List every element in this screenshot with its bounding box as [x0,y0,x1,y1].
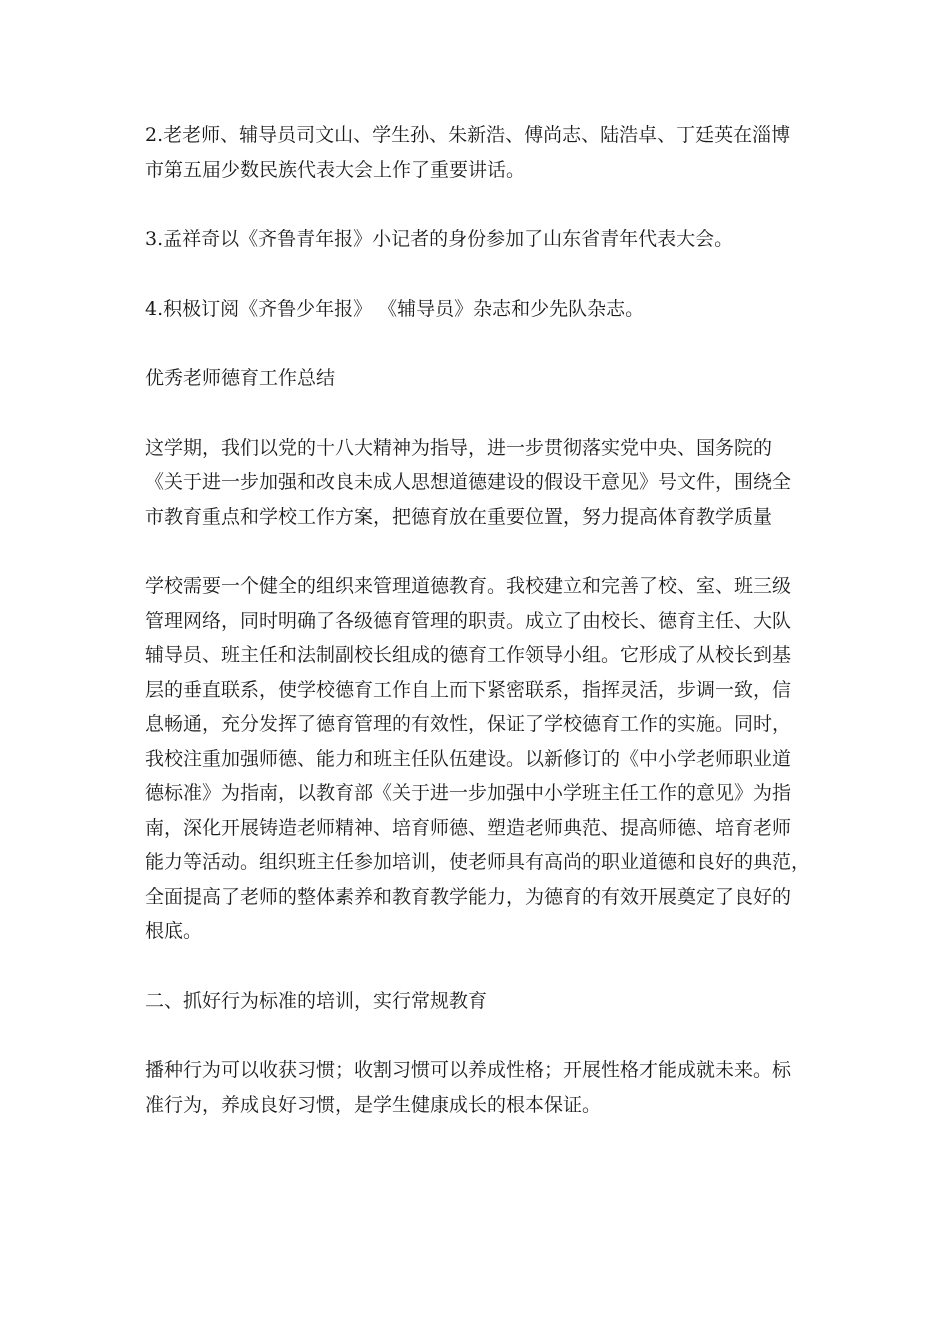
paragraph-item-3 [145,222,810,257]
text-line: 全面提高了老师的整体素养和教育教学能力，为德育的有效开展奠定了良好的 [145,885,792,908]
text-line: 辅导员、班主任和法制副校长组成的德育工作领导小组。它形成了从校长到基 [145,644,792,666]
text-line: 市第五届少数民族代表大会上作了重要讲话。 [145,158,526,181]
text-line: 根底。 [145,920,203,942]
behavior-paragraph [145,1053,810,1122]
text-line: 我校注重加强师德、能力和班主任队伍建设。以新修订的《中小学老师职业道 [145,747,792,770]
text-line: 南，深化开展铸造老师精神、培育师德、塑造老师典范、提高师德、培育老师 [145,816,792,839]
intro-paragraph [145,431,810,535]
text-line: 管理网络，同时明确了各级德育管理的职责。成立了由校长、德育主任、大队 [145,609,792,632]
text-line: 德标准》为指南，以教育部《关于进一步加强中小学班主任工作的意见》为指 [145,782,792,804]
text-line: 能力等活动。组织班主任参加培训，使老师具有高尚的职业道德和良好的典范， [145,851,811,873]
subsection-title [145,984,810,1019]
text-line: 播种行为可以收获习惯；收割习惯可以养成性格；开展性格才能成就未来。标 [145,1059,792,1081]
text-line: 息畅通，充分发挥了德育管理的有效性，保证了学校德育工作的实施。同时， [145,713,792,735]
text-line: 《关于进一步加强和改良未成人思想道德建设的假设干意见》号文件，围绕全 [145,471,792,493]
text-line: 层的垂直联系，使学校德育工作自上而下紧密联系，指挥灵活，步调一致，信 [145,678,792,701]
text-line: 市教育重点和学校工作方案，把德育放在重要位置，努力提高体育教学质量 [145,505,773,528]
section-title-text: 优秀老师德育工作总结 [145,367,336,389]
organization-paragraph [145,569,810,949]
paragraph-item-2 [145,118,810,187]
section-title [145,361,810,396]
subsection-title-text: 二、抓好行为标准的培训，实行常规教育 [145,989,488,1012]
document-body [145,118,810,1157]
text-line: 准行为，养成良好习惯，是学生健康成长的根本保证。 [145,1093,602,1116]
paragraph-item-4 [145,292,810,327]
text-line: 4.积极订阅《齐鲁少年报》 《辅导员》杂志和少先队杂志。 [145,297,645,320]
text-line: 3.孟祥奇以《齐鲁青年报》小记者的身份参加了山东省青年代表大会。 [145,228,734,250]
text-line: 这学期，我们以党的十八大精神为指导，进一步贯彻落实党中央、国务院的 [145,436,773,459]
text-line: 2.老老师、辅导员司文山、学生孙、朱新浩、傅尚志、陆浩卓、丁廷英在淄博 [145,124,791,146]
text-line: 学校需要一个健全的组织来管理道德教育。我校建立和完善了校、室、班三级 [145,575,792,597]
